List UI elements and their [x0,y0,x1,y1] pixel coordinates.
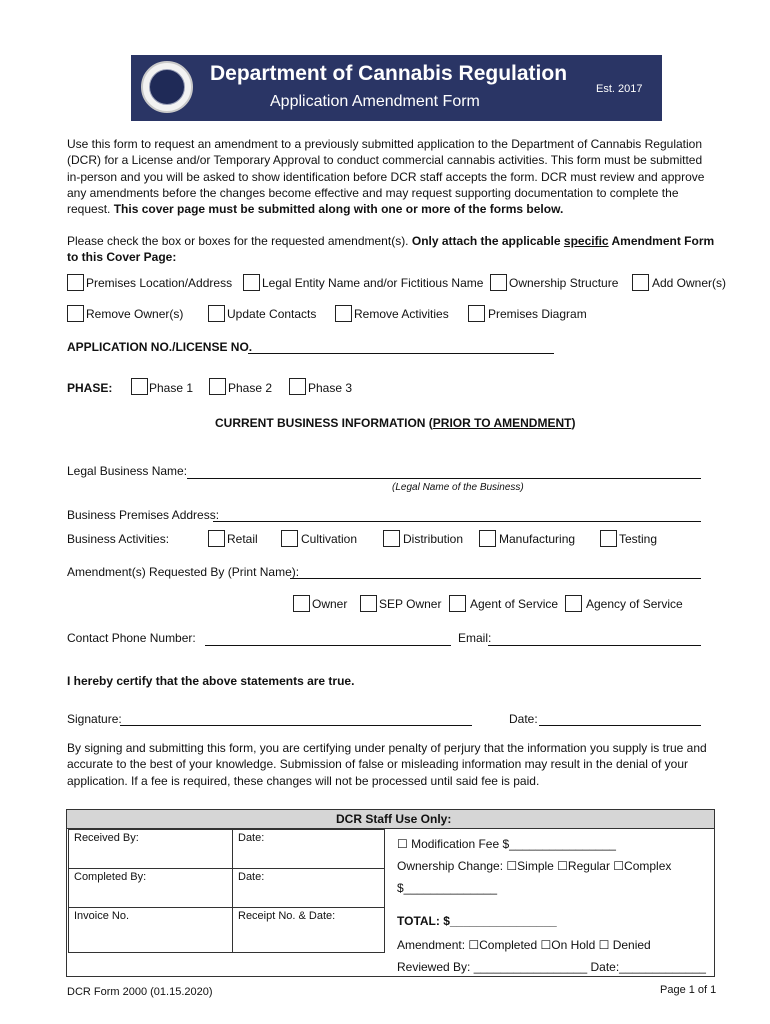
signature-label: Signature: [67,712,122,726]
certify-statement: I hereby certify that the above statements are true. [67,674,355,688]
legal-business-name-label: Legal Business Name: [67,464,188,478]
signature-date-field[interactable] [539,725,701,726]
checkbox-remove-owners[interactable] [67,305,84,322]
checkbox-legal-entity-name[interactable] [243,274,260,291]
label-phase-1: Phase 1 [149,381,194,395]
completed-date-label: Date: [238,871,265,883]
checkbox-add-owners[interactable] [632,274,649,291]
checkbox-premises-location[interactable] [67,274,84,291]
application-no-label: APPLICATION NO./LICENSE NO. [67,340,253,354]
checkbox-cultivation[interactable] [281,530,298,547]
label-add-owners: Add Owner(s) [652,276,727,290]
label-remove-owners: Remove Owner(s) [86,307,184,321]
checkbox-remove-activities[interactable] [335,305,352,322]
label-cultivation: Cultivation [301,532,358,546]
signature-field[interactable] [120,725,472,726]
label-legal-entity-name: Legal Entity Name and/or Fictitious Name [262,276,484,290]
checkbox-manufacturing[interactable] [479,530,496,547]
label-agency-of-service: Agency of Service [586,597,683,611]
checkbox-ownership-structure[interactable] [490,274,507,291]
label-owner: Owner [312,597,348,611]
premises-address-label: Business Premises Address: [67,508,220,522]
form-subtitle: Application Amendment Form [270,93,480,110]
checkbox-distribution[interactable] [383,530,400,547]
amendment-status: Amendment: ☐Completed ☐On Hold ☐ Denied [397,938,651,952]
email-label: Email: [458,631,492,645]
premises-address-field[interactable] [213,521,701,522]
form-id: DCR Form 2000 (01.15.2020) [67,986,213,998]
ownership-change: Ownership Change: ☐Simple ☐Regular ☐Complex [397,859,672,873]
label-phase-3: Phase 3 [308,381,353,395]
staff-use-heading: DCR Staff Use Only: [336,812,452,826]
invoice-no-label: Invoice No. [74,910,130,922]
label-agent-of-service: Agent of Service [470,597,559,611]
ownership-change-amount: $______________ [397,881,498,895]
checkbox-update-contacts[interactable] [208,305,225,322]
reviewed-by: Reviewed By: _________________ Date:_____________ [397,960,706,974]
current-business-heading: CURRENT BUSINESS INFORMATION (PRIOR TO AMENDMENT) [215,416,576,430]
received-by-label: Received By: [74,832,139,844]
completed-by-label: Completed By: [74,871,147,883]
modification-fee: ☐ Modification Fee $________________ [397,837,616,851]
label-distribution: Distribution [403,532,464,546]
label-testing: Testing [619,532,658,546]
requested-by-label: Amendment(s) Requested By (Print Name): [67,565,300,579]
label-manufacturing: Manufacturing [499,532,576,546]
receipt-no-cell[interactable] [232,907,385,953]
label-premises-diagram: Premises Diagram [488,307,587,321]
label-update-contacts: Update Contacts [227,307,317,321]
received-by-cell[interactable] [68,829,233,869]
page-number: Page 1 of 1 [660,984,717,996]
instruction-text: Please check the box or boxes for the requested amendment(s). Only attach the applicable specific Amendment Form to this Cover Page: [67,234,715,265]
invoice-no-cell[interactable] [68,907,233,953]
intro-paragraph: Use this form to request an amendment to a previously submitted application to the Department of Cannabis Regulation (DCR) for a License and/or Temporary Approval to conduct commercial cannabis activities. This form must be submitted in-person and you will be asked to show identification before DCR staff accepts the form. DCR must review and approve any amendments before the changes become effective and may request supporting documentation to complete the request. This cover page must be submitted along with one or more of the forms below. [67,137,705,217]
label-sep-owner: SEP Owner [379,597,442,611]
received-date-cell[interactable] [232,829,385,869]
receipt-no-label: Receipt No. & Date: [238,910,336,922]
legal-name-hint: (Legal Name of the Business) [392,482,524,493]
label-remove-activities: Remove Activities [354,307,449,321]
checkbox-agent-of-service[interactable] [449,595,466,612]
penalty-paragraph: By signing and submitting this form, you are certifying under penalty of perjury that the information you supply is true and accurate to the best of your knowledge. Submission of false or misleading information may result in the denial of your application. If a fee is required, these changes will not be processed until said fee is paid. [67,741,707,788]
phase-label: PHASE: [67,381,113,395]
checkbox-owner[interactable] [293,595,310,612]
total-fee: TOTAL: $________________ [397,914,557,928]
label-premises-location: Premises Location/Address [86,276,233,290]
checkbox-agency-of-service[interactable] [565,595,582,612]
label-phase-2: Phase 2 [228,381,273,395]
completed-by-cell[interactable] [68,868,233,908]
checkbox-retail[interactable] [208,530,225,547]
label-retail: Retail [227,532,258,546]
contact-phone-label: Contact Phone Number: [67,631,196,645]
checkbox-sep-owner[interactable] [360,595,377,612]
dcr-seal-logo [141,61,193,113]
contact-phone-field[interactable] [205,645,451,646]
business-activities-label: Business Activities: [67,532,170,546]
checkbox-phase-3[interactable] [289,378,306,395]
label-ownership-structure: Ownership Structure [509,276,619,290]
checkbox-premises-diagram[interactable] [468,305,485,322]
requested-by-field[interactable] [290,578,701,579]
department-title: Department of Cannabis Regulation [210,62,568,85]
established-year: Est. 2017 [596,83,643,95]
email-field[interactable] [488,645,701,646]
completed-date-cell[interactable] [232,868,385,908]
signature-date-label: Date: [509,712,538,726]
received-date-label: Date: [238,832,265,844]
legal-business-name-field[interactable] [187,478,701,479]
application-no-field[interactable] [248,353,554,354]
checkbox-phase-1[interactable] [131,378,148,395]
checkbox-testing[interactable] [600,530,617,547]
checkbox-phase-2[interactable] [209,378,226,395]
